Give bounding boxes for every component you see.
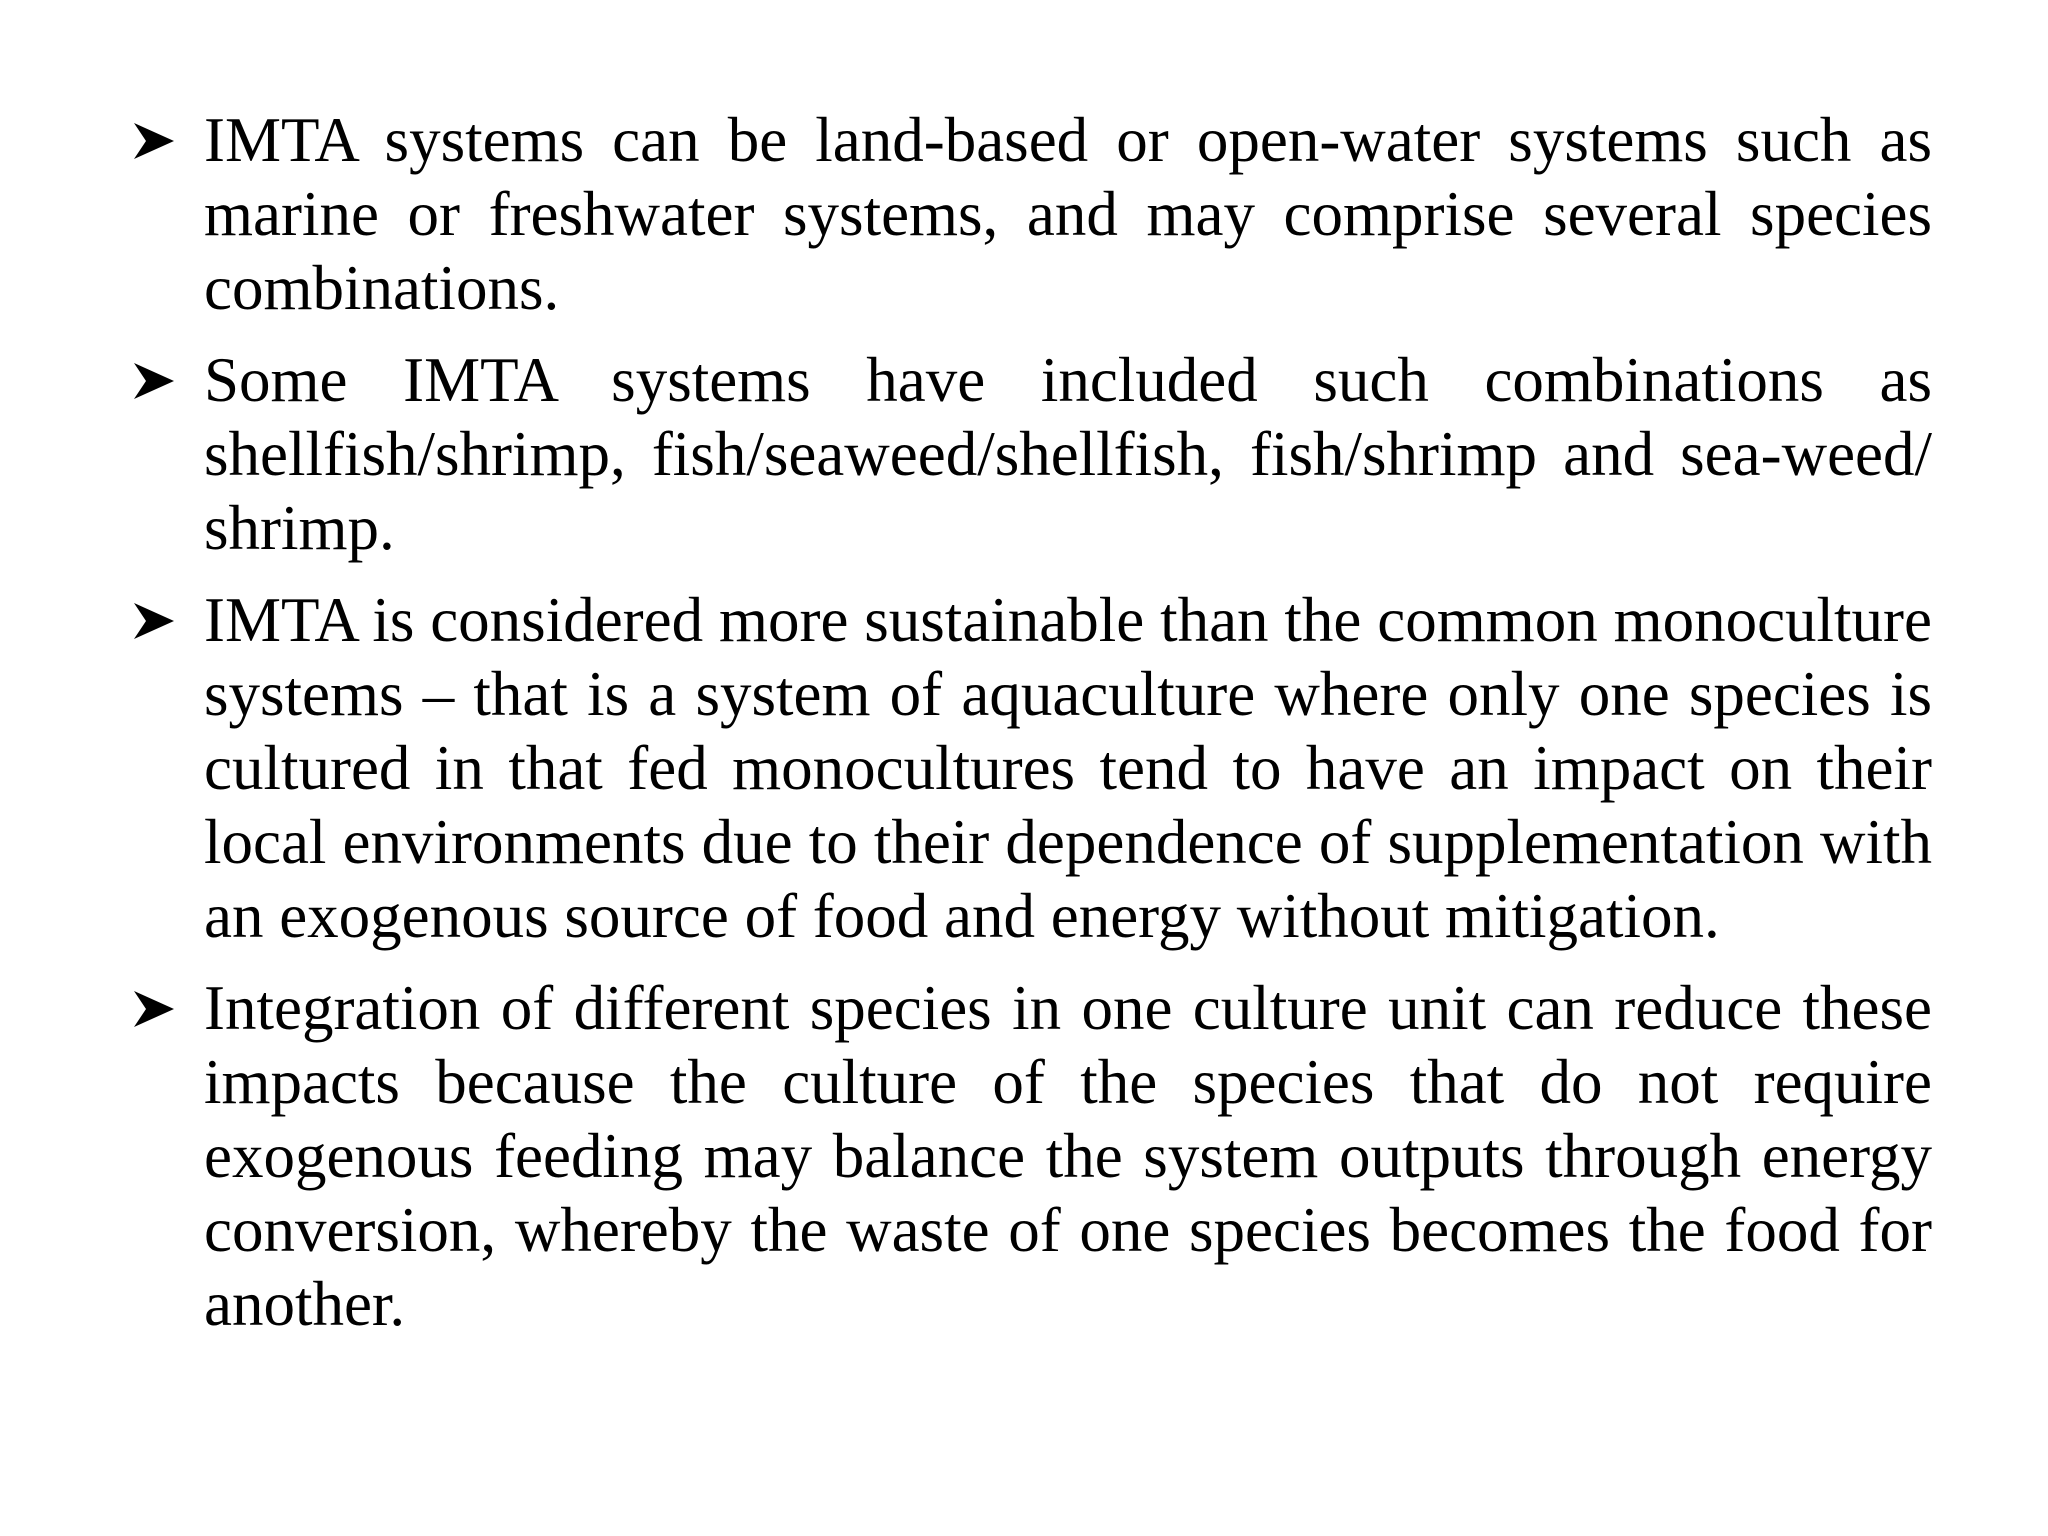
bullet-text: IMTA systems can be land-based or open-water systems such as marine or freshwater systems, and may comprise several species combinations. (204, 105, 1932, 323)
arrowhead-bullet-icon (132, 361, 176, 401)
arrowhead-bullet-icon (132, 989, 176, 1029)
arrowhead-bullet-icon (132, 121, 176, 161)
bullet-text: IMTA is considered more sustainable than the common monoculture systems – that is a system of aquaculture where only one species is cultured in that fed monocultures tend to have an impact on their local environments due to their dependence of supplementation with an exogenous source of food and energy without mitigation. (204, 585, 1932, 951)
bullet-text: Some IMTA systems have included such combinations as shellfish/shrimp, fish/seaweed/shellfish, fish/shrimp and sea-weed/ shrimp. (204, 345, 1932, 563)
bullet-item (132, 103, 1932, 325)
bullet-text: Integration of different species in one culture unit can reduce these impacts because the culture of the species that do not require exogenous feeding may balance the system outputs through energy conversion, whereby the waste of one species becomes the food for another. (204, 973, 1932, 1339)
bullet-item (132, 583, 1932, 953)
arrowhead-bullet-icon (132, 601, 176, 641)
bullet-item (132, 343, 1932, 565)
bullet-list (132, 103, 1932, 1359)
bullet-item (132, 971, 1932, 1341)
